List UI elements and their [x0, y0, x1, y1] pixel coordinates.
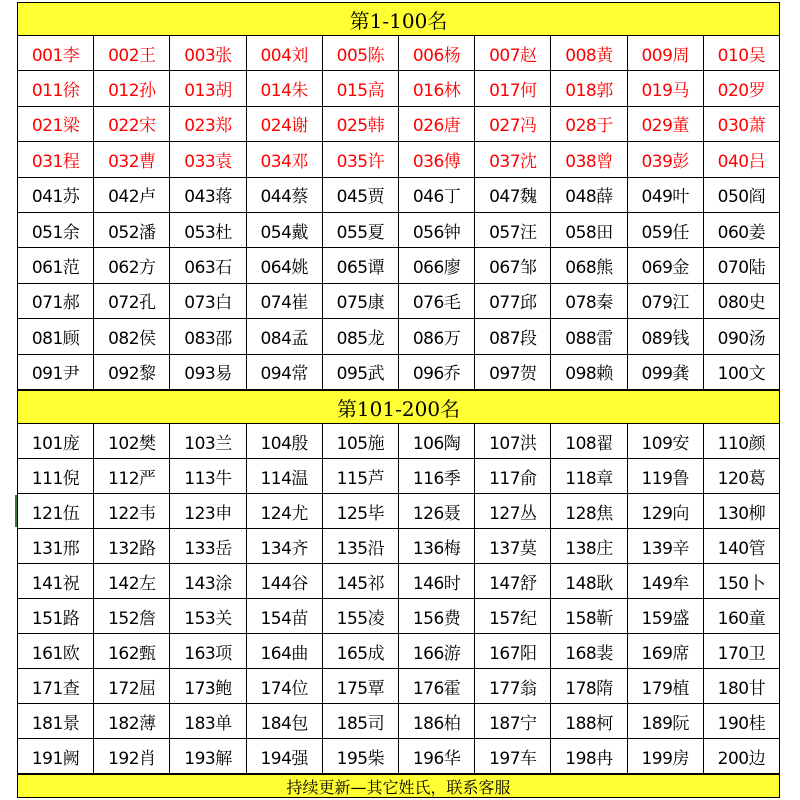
surname-cell[interactable]: 090汤: [704, 319, 780, 354]
surname-cell[interactable]: 008黄: [551, 36, 627, 71]
surname-cell[interactable]: 039彭: [628, 142, 704, 177]
surname-cell[interactable]: 113牛: [170, 459, 246, 494]
surname-cell[interactable]: 127丛: [475, 494, 551, 529]
surname-cell[interactable]: 144谷: [247, 564, 323, 599]
surname-cell[interactable]: 029董: [628, 107, 704, 142]
surname-cell[interactable]: 094常: [247, 355, 323, 390]
surname-cell[interactable]: 022宋: [94, 107, 170, 142]
surname-grid-101-200: [17, 424, 780, 774]
surname-cell[interactable]: 038曾: [551, 142, 627, 177]
surname-cell[interactable]: 099龚: [628, 355, 704, 390]
surname-cell[interactable]: 112严: [94, 459, 170, 494]
surname-cell[interactable]: 128焦: [551, 494, 627, 529]
surname-cell[interactable]: 114温: [247, 459, 323, 494]
surname-cell[interactable]: 050阎: [704, 178, 780, 213]
surname-cell[interactable]: 157纪: [475, 599, 551, 634]
surname-cell[interactable]: 040吕: [704, 142, 780, 177]
surname-cell[interactable]: 154苗: [247, 599, 323, 634]
surname-cell[interactable]: 118章: [551, 459, 627, 494]
surname-cell[interactable]: 100文: [704, 355, 780, 390]
surname-cell[interactable]: 173鲍: [170, 669, 246, 704]
surname-cell[interactable]: 131邢: [18, 529, 94, 564]
surname-cell[interactable]: 124尤: [247, 494, 323, 529]
surname-cell[interactable]: 105施: [323, 424, 399, 459]
surname-cell[interactable]: 092黎: [94, 355, 170, 390]
surname-cell[interactable]: 076毛: [399, 284, 475, 319]
surname-cell[interactable]: 103兰: [170, 424, 246, 459]
surname-cell[interactable]: 181景: [18, 704, 94, 739]
surname-cell[interactable]: 071郝: [18, 284, 94, 319]
surname-cell[interactable]: 195柴: [323, 739, 399, 774]
surname-cell[interactable]: 032曹: [94, 142, 170, 177]
surname-cell[interactable]: 045贾: [323, 178, 399, 213]
surname-cell[interactable]: 196华: [399, 739, 475, 774]
surname-cell[interactable]: 056钟: [399, 213, 475, 248]
surname-cell[interactable]: 145祁: [323, 564, 399, 599]
surname-cell[interactable]: 155凌: [323, 599, 399, 634]
surname-cell[interactable]: 197车: [475, 739, 551, 774]
surname-cell[interactable]: 036傅: [399, 142, 475, 177]
surname-cell[interactable]: 117俞: [475, 459, 551, 494]
surname-cell[interactable]: 034邓: [247, 142, 323, 177]
surname-cell[interactable]: 005陈: [323, 36, 399, 71]
surname-cell[interactable]: 200边: [704, 739, 780, 774]
surname-cell[interactable]: 177翁: [475, 669, 551, 704]
surname-cell[interactable]: 085龙: [323, 319, 399, 354]
surname-cell[interactable]: 101庞: [18, 424, 94, 459]
surname-cell[interactable]: 140管: [704, 529, 780, 564]
surname-cell[interactable]: 116季: [399, 459, 475, 494]
section-header-101-200[interactable]: 第101-200名: [17, 390, 780, 424]
surname-cell[interactable]: 011徐: [18, 71, 94, 106]
surname-cell[interactable]: 065谭: [323, 248, 399, 283]
surname-cell[interactable]: 081顾: [18, 319, 94, 354]
surname-cell[interactable]: 009周: [628, 36, 704, 71]
surname-cell[interactable]: 047魏: [475, 178, 551, 213]
surname-cell[interactable]: 147舒: [475, 564, 551, 599]
surname-cell[interactable]: 046丁: [399, 178, 475, 213]
surname-cell[interactable]: 077邱: [475, 284, 551, 319]
surname-cell[interactable]: 148耿: [551, 564, 627, 599]
surname-cell[interactable]: 126聂: [399, 494, 475, 529]
surname-cell[interactable]: 043蒋: [170, 178, 246, 213]
surname-cell[interactable]: 002王: [94, 36, 170, 71]
surname-cell[interactable]: 110颜: [704, 424, 780, 459]
surname-cell[interactable]: 102樊: [94, 424, 170, 459]
surname-cell[interactable]: 125毕: [323, 494, 399, 529]
surname-cell[interactable]: 106陶: [399, 424, 475, 459]
surname-cell[interactable]: 069金: [628, 248, 704, 283]
surname-cell[interactable]: 030萧: [704, 107, 780, 142]
surname-cell[interactable]: 132路: [94, 529, 170, 564]
surname-cell[interactable]: 042卢: [94, 178, 170, 213]
surname-cell[interactable]: 109安: [628, 424, 704, 459]
surname-cell[interactable]: 055夏: [323, 213, 399, 248]
surname-cell[interactable]: 178隋: [551, 669, 627, 704]
surname-cell[interactable]: 010吴: [704, 36, 780, 71]
surname-cell[interactable]: 129向: [628, 494, 704, 529]
surname-cell[interactable]: 098赖: [551, 355, 627, 390]
surname-cell[interactable]: 049叶: [628, 178, 704, 213]
surname-cell[interactable]: 031程: [18, 142, 94, 177]
surname-cell[interactable]: 143涂: [170, 564, 246, 599]
surname-cell[interactable]: 192肖: [94, 739, 170, 774]
surname-cell[interactable]: 138庄: [551, 529, 627, 564]
surname-cell[interactable]: 190桂: [704, 704, 780, 739]
surname-cell[interactable]: 156费: [399, 599, 475, 634]
surname-cell[interactable]: 057汪: [475, 213, 551, 248]
surname-cell[interactable]: 019马: [628, 71, 704, 106]
surname-cell[interactable]: 028于: [551, 107, 627, 142]
surname-cell[interactable]: 161欧: [18, 634, 94, 669]
surname-cell[interactable]: 007赵: [475, 36, 551, 71]
surname-cell[interactable]: 176霍: [399, 669, 475, 704]
surname-cell[interactable]: 044蔡: [247, 178, 323, 213]
surname-cell[interactable]: 167阳: [475, 634, 551, 669]
surname-cell[interactable]: 014朱: [247, 71, 323, 106]
surname-cell[interactable]: 149牟: [628, 564, 704, 599]
surname-cell[interactable]: 111倪: [18, 459, 94, 494]
surname-cell[interactable]: 136梅: [399, 529, 475, 564]
surname-cell[interactable]: 088雷: [551, 319, 627, 354]
surname-cell[interactable]: 183单: [170, 704, 246, 739]
surname-cell[interactable]: 184包: [247, 704, 323, 739]
surname-cell[interactable]: 061范: [18, 248, 94, 283]
surname-cell[interactable]: 165成: [323, 634, 399, 669]
surname-cell[interactable]: 093易: [170, 355, 246, 390]
surname-cell[interactable]: 016林: [399, 71, 475, 106]
surname-cell[interactable]: 169席: [628, 634, 704, 669]
surname-cell[interactable]: 163项: [170, 634, 246, 669]
surname-cell[interactable]: 175覃: [323, 669, 399, 704]
surname-cell[interactable]: 073白: [170, 284, 246, 319]
surname-cell[interactable]: 083邵: [170, 319, 246, 354]
surname-cell[interactable]: 153关: [170, 599, 246, 634]
surname-cell[interactable]: 170卫: [704, 634, 780, 669]
surname-cell[interactable]: 035许: [323, 142, 399, 177]
surname-cell[interactable]: 198冉: [551, 739, 627, 774]
surname-cell[interactable]: 048薛: [551, 178, 627, 213]
surname-cell[interactable]: 168裴: [551, 634, 627, 669]
surname-cell[interactable]: 095武: [323, 355, 399, 390]
surname-cell[interactable]: 160童: [704, 599, 780, 634]
surname-cell[interactable]: 194强: [247, 739, 323, 774]
surname-cell[interactable]: 120葛: [704, 459, 780, 494]
surname-cell[interactable]: 164曲: [247, 634, 323, 669]
surname-cell[interactable]: 104殷: [247, 424, 323, 459]
surname-cell[interactable]: 074崔: [247, 284, 323, 319]
surname-cell[interactable]: 075康: [323, 284, 399, 319]
surname-cell[interactable]: 024谢: [247, 107, 323, 142]
surname-cell[interactable]: 062方: [94, 248, 170, 283]
surname-cell[interactable]: 182薄: [94, 704, 170, 739]
surname-cell[interactable]: 146时: [399, 564, 475, 599]
surname-cell[interactable]: 025韩: [323, 107, 399, 142]
surname-cell[interactable]: 193解: [170, 739, 246, 774]
surname-cell[interactable]: 171查: [18, 669, 94, 704]
surname-cell[interactable]: 152詹: [94, 599, 170, 634]
section-header-1-100[interactable]: 第1-100名: [17, 2, 780, 36]
surname-cell[interactable]: 021梁: [18, 107, 94, 142]
surname-cell[interactable]: 080史: [704, 284, 780, 319]
surname-cell[interactable]: 141祝: [18, 564, 94, 599]
surname-cell[interactable]: 158靳: [551, 599, 627, 634]
surname-cell[interactable]: 186柏: [399, 704, 475, 739]
surname-cell[interactable]: 089钱: [628, 319, 704, 354]
surname-cell[interactable]: 015高: [323, 71, 399, 106]
surname-cell[interactable]: 052潘: [94, 213, 170, 248]
surname-cell[interactable]: 150卜: [704, 564, 780, 599]
surname-cell[interactable]: 115芦: [323, 459, 399, 494]
surname-cell[interactable]: 037沈: [475, 142, 551, 177]
surname-cell[interactable]: 159盛: [628, 599, 704, 634]
surname-cell[interactable]: 133岳: [170, 529, 246, 564]
surname-cell[interactable]: 012孙: [94, 71, 170, 106]
surname-cell[interactable]: 108翟: [551, 424, 627, 459]
surname-cell[interactable]: 079江: [628, 284, 704, 319]
surname-cell[interactable]: 187宁: [475, 704, 551, 739]
surname-cell[interactable]: 058田: [551, 213, 627, 248]
surname-cell[interactable]: 066廖: [399, 248, 475, 283]
surname-cell[interactable]: 027冯: [475, 107, 551, 142]
surname-cell[interactable]: 139辛: [628, 529, 704, 564]
surname-cell[interactable]: 033袁: [170, 142, 246, 177]
surname-cell[interactable]: 070陆: [704, 248, 780, 283]
surname-cell[interactable]: 179植: [628, 669, 704, 704]
surname-cell[interactable]: 003张: [170, 36, 246, 71]
surname-cell[interactable]: 078秦: [551, 284, 627, 319]
surname-cell[interactable]: 188柯: [551, 704, 627, 739]
surname-cell[interactable]: 121伍: [18, 494, 94, 529]
surname-cell[interactable]: 137莫: [475, 529, 551, 564]
surname-cell[interactable]: 020罗: [704, 71, 780, 106]
surname-cell[interactable]: 026唐: [399, 107, 475, 142]
surname-cell[interactable]: 018郭: [551, 71, 627, 106]
surname-cell[interactable]: 004刘: [247, 36, 323, 71]
surname-cell[interactable]: 017何: [475, 71, 551, 106]
surname-cell[interactable]: 087段: [475, 319, 551, 354]
surname-cell[interactable]: 072孔: [94, 284, 170, 319]
surname-cell[interactable]: 086万: [399, 319, 475, 354]
surname-cell[interactable]: 134齐: [247, 529, 323, 564]
surname-cell[interactable]: 063石: [170, 248, 246, 283]
surname-cell[interactable]: 091尹: [18, 355, 94, 390]
surname-cell[interactable]: 013胡: [170, 71, 246, 106]
surname-cell[interactable]: 166游: [399, 634, 475, 669]
surname-cell[interactable]: 135沿: [323, 529, 399, 564]
surname-cell[interactable]: 059任: [628, 213, 704, 248]
surname-cell[interactable]: 122韦: [94, 494, 170, 529]
surname-cell[interactable]: 068熊: [551, 248, 627, 283]
surname-cell[interactable]: 130柳: [704, 494, 780, 529]
surname-grid-1-100: [17, 36, 780, 390]
surname-cell[interactable]: 199房: [628, 739, 704, 774]
surname-cell[interactable]: 191阙: [18, 739, 94, 774]
surname-cell[interactable]: 041苏: [18, 178, 94, 213]
surname-cell[interactable]: 162甄: [94, 634, 170, 669]
surname-cell[interactable]: 064姚: [247, 248, 323, 283]
surname-cell[interactable]: 172屈: [94, 669, 170, 704]
surname-cell[interactable]: 082侯: [94, 319, 170, 354]
surname-cell[interactable]: 174位: [247, 669, 323, 704]
surname-cell[interactable]: 084孟: [247, 319, 323, 354]
surname-cell[interactable]: 054戴: [247, 213, 323, 248]
surname-cell[interactable]: 051余: [18, 213, 94, 248]
surname-cell[interactable]: 001李: [18, 36, 94, 71]
surname-cell[interactable]: 123申: [170, 494, 246, 529]
surname-cell[interactable]: 023郑: [170, 107, 246, 142]
surname-cell[interactable]: 006杨: [399, 36, 475, 71]
surname-cell[interactable]: 119鲁: [628, 459, 704, 494]
surname-cell[interactable]: 060姜: [704, 213, 780, 248]
surname-cell[interactable]: 067邹: [475, 248, 551, 283]
surname-cell[interactable]: 107洪: [475, 424, 551, 459]
surname-cell[interactable]: 185司: [323, 704, 399, 739]
surname-cell[interactable]: 151路: [18, 599, 94, 634]
footer-note[interactable]: 持续更新—其它姓氏，联系客服: [17, 774, 780, 798]
surname-cell[interactable]: 142左: [94, 564, 170, 599]
surname-cell[interactable]: 180甘: [704, 669, 780, 704]
surname-cell[interactable]: 096乔: [399, 355, 475, 390]
surname-cell[interactable]: 053杜: [170, 213, 246, 248]
surname-cell[interactable]: 097贺: [475, 355, 551, 390]
surname-cell[interactable]: 189阮: [628, 704, 704, 739]
cell-selection-marker: [15, 495, 17, 527]
